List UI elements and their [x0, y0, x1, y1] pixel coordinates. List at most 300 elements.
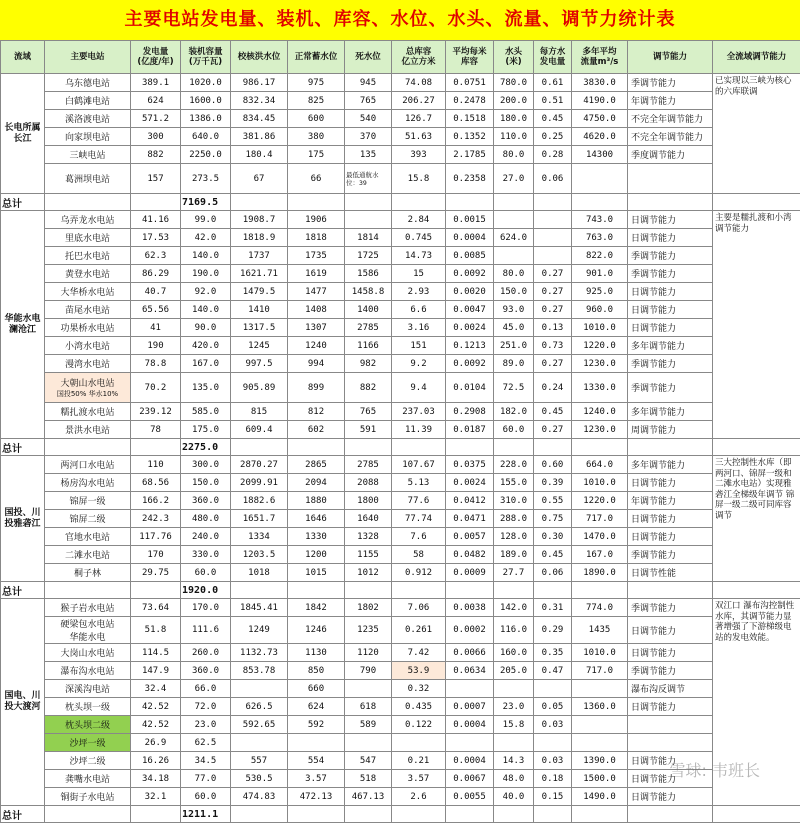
cell-flow: 1240.0 [572, 403, 628, 421]
station-name [45, 599, 131, 617]
cell-flood: 1249 [231, 617, 288, 644]
cell-head [494, 247, 534, 265]
total-value: 1211.1 [181, 806, 231, 823]
station-name-text: 瀑布沟水电站 [46, 664, 129, 677]
column-header: 总库容 亿立方米 [392, 41, 446, 74]
basin-note: 三大控制性水库（即两河口、锦屏一级和二滩水电站）实现雅砻江全梯级年调节 锦屏一级二级可同库容调节 [713, 456, 800, 582]
cell-flood: 986.17 [231, 74, 288, 92]
cell-cap: 480.0 [181, 510, 231, 528]
cell-per_m3: 0.75 [534, 510, 572, 528]
cell-dead: 1725 [345, 247, 392, 265]
total-label: 总计 [1, 439, 45, 456]
spacer [231, 439, 288, 456]
cell-flow: 774.0 [572, 599, 628, 617]
cell-dead: 2088 [345, 474, 392, 492]
cell-per_m3 [534, 734, 572, 752]
spacer [713, 194, 800, 211]
spacer [231, 194, 288, 211]
ability-cell: 周调节能力 [628, 421, 713, 439]
table-body [1, 74, 800, 823]
spacer [392, 439, 446, 456]
ability-cell: 多年调节能力 [628, 456, 713, 474]
total-value: 2275.0 [181, 439, 231, 456]
station-name-text: 大岗山水电站 [46, 646, 129, 659]
station-name-text: 苗尾水电站 [46, 303, 129, 316]
ability-cell: 年调节能力 [628, 92, 713, 110]
ability-cell: 日调节能力 [628, 319, 713, 337]
cell-cap: 420.0 [181, 337, 231, 355]
cell-flood: 557 [231, 752, 288, 770]
cell-gen: 26.9 [131, 734, 181, 752]
cell-per_m: 0.0038 [446, 599, 494, 617]
cell-storage: 2.6 [392, 788, 446, 806]
cell-dead: 1155 [345, 546, 392, 564]
cell-per_m: 0.0067 [446, 770, 494, 788]
cell-normal: 624 [288, 698, 345, 716]
cell-dead: 467.13 [345, 788, 392, 806]
cell-per_m3: 0.45 [534, 110, 572, 128]
cell-per_m3: 0.06 [534, 164, 572, 194]
station-name-text: 铜街子水电站 [46, 790, 129, 803]
spacer [446, 194, 494, 211]
cell-per_m: 0.0104 [446, 373, 494, 403]
cell-flow: 1230.0 [572, 421, 628, 439]
cell-flood: 1245 [231, 337, 288, 355]
table-row [1, 528, 800, 546]
cell-cap: 1600.0 [181, 92, 231, 110]
table-row [1, 734, 800, 752]
cell-dead: 1328 [345, 528, 392, 546]
cell-storage: 5.13 [392, 474, 446, 492]
station-table [0, 40, 800, 823]
cell-per_m: 0.0634 [446, 662, 494, 680]
cell-gen: 166.2 [131, 492, 181, 510]
cell-cap: 140.0 [181, 247, 231, 265]
cell-head [494, 680, 534, 698]
spacer [494, 806, 534, 823]
cell-gen: 62.3 [131, 247, 181, 265]
cell-flow: 3830.0 [572, 74, 628, 92]
cell-normal: 1408 [288, 301, 345, 319]
total-row [1, 194, 800, 211]
column-header: 正常蓄水位 [288, 41, 345, 74]
cell-head: 27.7 [494, 564, 534, 582]
cell-storage: 51.63 [392, 128, 446, 146]
cell-head: 228.0 [494, 456, 534, 474]
column-header: 装机容量 (万千瓦) [181, 41, 231, 74]
station-name [45, 752, 131, 770]
station-name [45, 734, 131, 752]
station-name-text: 桐子林 [46, 566, 129, 579]
cell-dead: 1814 [345, 229, 392, 247]
cell-flow: 1360.0 [572, 698, 628, 716]
station-name [45, 92, 131, 110]
cell-flow: 925.0 [572, 283, 628, 301]
cell-cap: 360.0 [181, 662, 231, 680]
cell-per_m3: 0.47 [534, 662, 572, 680]
station-name-text: 沙坪二级 [46, 754, 129, 767]
cell-flow: 1890.0 [572, 564, 628, 582]
cell-flow: 1010.0 [572, 474, 628, 492]
cell-storage: 7.6 [392, 528, 446, 546]
ability-cell: 不完全年调节能力 [628, 128, 713, 146]
total-value: 1920.0 [181, 582, 231, 599]
cell-per_m: 2.1785 [446, 146, 494, 164]
cell-per_m: 0.0085 [446, 247, 494, 265]
cell-dead [345, 211, 392, 229]
cell-per_m3: 0.03 [534, 752, 572, 770]
cell-per_m3: 0.45 [534, 403, 572, 421]
cell-flow: 960.0 [572, 301, 628, 319]
cell-dead: 1640 [345, 510, 392, 528]
cell-dead: 882 [345, 373, 392, 403]
column-header: 水头 (米) [494, 41, 534, 74]
station-name-text: 锦屏二级 [46, 512, 129, 525]
cell-flood: 1621.71 [231, 265, 288, 283]
cell-storage: 11.39 [392, 421, 446, 439]
ability-cell: 日调节能力 [628, 211, 713, 229]
cell-head: 205.0 [494, 662, 534, 680]
total-spacer [45, 439, 131, 456]
cell-flood: 1317.5 [231, 319, 288, 337]
total-label: 总计 [1, 582, 45, 599]
station-name [45, 510, 131, 528]
station-name-text: 溪洛渡电站 [46, 112, 129, 125]
cell-per_m3: 0.35 [534, 644, 572, 662]
cell-head: 60.0 [494, 421, 534, 439]
cell-normal: 66 [288, 164, 345, 194]
cell-dead: 1586 [345, 265, 392, 283]
spacer [494, 582, 534, 599]
cell-gen: 190 [131, 337, 181, 355]
cell-cap: 92.0 [181, 283, 231, 301]
cell-per_m: 0.0024 [446, 474, 494, 492]
ability-cell [628, 734, 713, 752]
cell-normal: 1240 [288, 337, 345, 355]
cell-per_m3: 0.24 [534, 373, 572, 403]
cell-flood: 1737 [231, 247, 288, 265]
watermark: 雪球: 韦班长 [670, 758, 760, 781]
cell-gen: 239.12 [131, 403, 181, 421]
cell-head: 200.0 [494, 92, 534, 110]
cell-storage: 6.6 [392, 301, 446, 319]
cell-storage: 393 [392, 146, 446, 164]
cell-storage: 15 [392, 265, 446, 283]
cell-per_m: 0.2478 [446, 92, 494, 110]
cell-flood: 1882.6 [231, 492, 288, 510]
cell-gen: 65.56 [131, 301, 181, 319]
station-name [45, 644, 131, 662]
cell-flood: 1018 [231, 564, 288, 582]
cell-head: 45.0 [494, 319, 534, 337]
total-row [1, 582, 800, 599]
cell-dead: 2785 [345, 319, 392, 337]
cell-per_m: 0.0412 [446, 492, 494, 510]
spacer [572, 582, 628, 599]
cell-normal: 3.57 [288, 770, 345, 788]
table-row [1, 510, 800, 528]
table-row [1, 247, 800, 265]
station-name [45, 373, 131, 403]
cell-storage: 0.32 [392, 680, 446, 698]
cell-gen: 624 [131, 92, 181, 110]
cell-normal: 1842 [288, 599, 345, 617]
station-name [45, 662, 131, 680]
cell-head: 251.0 [494, 337, 534, 355]
station-subtext: 国投50% 华水10% [46, 389, 129, 399]
cell-flow: 4620.0 [572, 128, 628, 146]
cell-storage [392, 734, 446, 752]
spacer [131, 194, 181, 211]
cell-per_m3: 0.15 [534, 788, 572, 806]
spacer [713, 806, 800, 823]
basin-note: 主要是糯扎渡和小湾调节能力 [713, 211, 800, 439]
table-row [1, 698, 800, 716]
spacer [288, 806, 345, 823]
station-name-text: 龚嘴水电站 [46, 772, 129, 785]
spacer [628, 806, 713, 823]
cell-cap: 150.0 [181, 474, 231, 492]
cell-cap: 66.0 [181, 680, 231, 698]
cell-per_m: 0.0015 [446, 211, 494, 229]
ability-cell: 不完全年调节能力 [628, 110, 713, 128]
cell-cap: 260.0 [181, 644, 231, 662]
cell-per_m: 0.0066 [446, 644, 494, 662]
cell-storage: 14.73 [392, 247, 446, 265]
cell-flow [572, 680, 628, 698]
cell-storage: 53.9 [392, 662, 446, 680]
spacer [131, 806, 181, 823]
cell-per_m3: 0.60 [534, 456, 572, 474]
ability-cell: 日调节能力 [628, 770, 713, 788]
spacer [494, 439, 534, 456]
cell-cap: 111.6 [181, 617, 231, 644]
cell-flow [572, 164, 628, 194]
cell-per_m3: 0.31 [534, 599, 572, 617]
spacer [534, 439, 572, 456]
table-row [1, 546, 800, 564]
cell-flood: 1845.41 [231, 599, 288, 617]
cell-per_m: 0.0009 [446, 564, 494, 582]
cell-normal: 1880 [288, 492, 345, 510]
table-row [1, 146, 800, 164]
cell-per_m: 0.0055 [446, 788, 494, 806]
station-name-text: 官地水电站 [46, 530, 129, 543]
station-name-text: 乌东德电站 [46, 76, 129, 89]
cell-gen: 32.1 [131, 788, 181, 806]
cell-head: 23.0 [494, 698, 534, 716]
cell-cap: 640.0 [181, 128, 231, 146]
spacer [494, 194, 534, 211]
station-name-text: 三峡电站 [46, 148, 129, 161]
cell-gen: 34.18 [131, 770, 181, 788]
cell-storage: 237.03 [392, 403, 446, 421]
ability-cell: 瀑布沟反调节 [628, 680, 713, 698]
cell-per_m: 0.0024 [446, 319, 494, 337]
table-row [1, 644, 800, 662]
cell-head: 27.0 [494, 164, 534, 194]
station-name [45, 492, 131, 510]
table-row [1, 319, 800, 337]
ability-cell: 季度调节能力 [628, 146, 713, 164]
station-name-text: 里底水电站 [46, 231, 129, 244]
cell-gen: 114.5 [131, 644, 181, 662]
cell-storage: 206.27 [392, 92, 446, 110]
cell-normal [288, 734, 345, 752]
column-header: 每方水 发电量 [534, 41, 572, 74]
cell-per_m: 0.1352 [446, 128, 494, 146]
cell-flow: 717.0 [572, 662, 628, 680]
station-name-text: 黄登水电站 [46, 267, 129, 280]
cell-per_m3: 0.03 [534, 716, 572, 734]
cell-per_m3: 0.29 [534, 617, 572, 644]
cell-normal: 1246 [288, 617, 345, 644]
cell-gen: 300 [131, 128, 181, 146]
cell-flow: 1490.0 [572, 788, 628, 806]
cell-flow: 167.0 [572, 546, 628, 564]
cell-normal: 660 [288, 680, 345, 698]
table-row [1, 564, 800, 582]
station-name-text: 托巴水电站 [46, 249, 129, 262]
cell-head: 624.0 [494, 229, 534, 247]
cell-gen: 117.76 [131, 528, 181, 546]
cell-dead: 518 [345, 770, 392, 788]
column-header: 死水位 [345, 41, 392, 74]
ability-cell: 季调节能力 [628, 546, 713, 564]
cell-flood: 1908.7 [231, 211, 288, 229]
cell-head: 780.0 [494, 74, 534, 92]
cell-dead: 618 [345, 698, 392, 716]
cell-per_m: 0.0471 [446, 510, 494, 528]
ability-cell: 日调节能力 [628, 283, 713, 301]
cell-flow: 1010.0 [572, 319, 628, 337]
cell-per_m3: 0.27 [534, 283, 572, 301]
cell-dead: 370 [345, 128, 392, 146]
ability-cell: 季调节能力 [628, 247, 713, 265]
cell-per_m: 0.0092 [446, 265, 494, 283]
cell-storage: 107.67 [392, 456, 446, 474]
cell-cap: 167.0 [181, 355, 231, 373]
cell-storage: 126.7 [392, 110, 446, 128]
station-name [45, 564, 131, 582]
station-name-text: 乌弄龙水电站 [46, 213, 129, 226]
table-row [1, 421, 800, 439]
station-name [45, 788, 131, 806]
cell-cap: 360.0 [181, 492, 231, 510]
cell-flood: 905.89 [231, 373, 288, 403]
cell-cap: 90.0 [181, 319, 231, 337]
cell-gen: 389.1 [131, 74, 181, 92]
cell-per_m3: 0.27 [534, 355, 572, 373]
cell-normal: 812 [288, 403, 345, 421]
cell-storage: 77.6 [392, 492, 446, 510]
cell-per_m: 0.0092 [446, 355, 494, 373]
cell-head: 15.8 [494, 716, 534, 734]
header-row [1, 41, 800, 74]
cell-per_m: 0.2358 [446, 164, 494, 194]
cell-dead: 1802 [345, 599, 392, 617]
table-row [1, 716, 800, 734]
cell-head: 116.0 [494, 617, 534, 644]
cell-gen: 51.8 [131, 617, 181, 644]
cell-storage: 2.84 [392, 211, 446, 229]
dead-note: 最低通航水位：39 [346, 171, 390, 187]
station-name-text: 漫湾水电站 [46, 357, 129, 370]
cell-gen: 17.53 [131, 229, 181, 247]
river-cell: 华能水电澜沧江 [1, 211, 45, 439]
cell-flow: 14300 [572, 146, 628, 164]
cell-gen: 882 [131, 146, 181, 164]
cell-normal: 1906 [288, 211, 345, 229]
cell-cap: 2250.0 [181, 146, 231, 164]
cell-flood: 834.45 [231, 110, 288, 128]
cell-cap: 1020.0 [181, 74, 231, 92]
cell-head: 310.0 [494, 492, 534, 510]
cell-per_m3: 0.55 [534, 492, 572, 510]
cell-per_m3 [534, 229, 572, 247]
cell-per_m3: 0.73 [534, 337, 572, 355]
cell-dead: 765 [345, 92, 392, 110]
cell-storage: 7.42 [392, 644, 446, 662]
ability-cell: 季调节能力 [628, 662, 713, 680]
cell-head: 142.0 [494, 599, 534, 617]
cell-cap: 273.5 [181, 164, 231, 194]
cell-dead: 135 [345, 146, 392, 164]
spacer [392, 806, 446, 823]
spacer [288, 194, 345, 211]
spacer [713, 582, 800, 599]
cell-gen: 29.75 [131, 564, 181, 582]
cell-head: 160.0 [494, 644, 534, 662]
cell-cap: 62.5 [181, 734, 231, 752]
station-name-text: 小湾水电站 [46, 339, 129, 352]
cell-cap: 240.0 [181, 528, 231, 546]
table-row [1, 283, 800, 301]
cell-per_m3: 0.05 [534, 698, 572, 716]
spacer [534, 194, 572, 211]
station-name [45, 546, 131, 564]
cell-per_m: 0.0375 [446, 456, 494, 474]
cell-per_m: 0.1213 [446, 337, 494, 355]
cell-head: 72.5 [494, 373, 534, 403]
basin-note: 双江口 瀑布沟控制性水库，其调节能力显著增强了下游梯级电站的发电效能。 [713, 599, 800, 806]
cell-storage: 0.21 [392, 752, 446, 770]
cell-head: 93.0 [494, 301, 534, 319]
cell-normal: 1646 [288, 510, 345, 528]
cell-dead: 540 [345, 110, 392, 128]
cell-storage: 2.93 [392, 283, 446, 301]
cell-dead: 1400 [345, 301, 392, 319]
station-name-text: 猴子岩水电站 [46, 601, 129, 614]
cell-flow: 1470.0 [572, 528, 628, 546]
cell-normal: 1735 [288, 247, 345, 265]
ability-cell: 日调节能力 [628, 301, 713, 319]
station-name [45, 474, 131, 492]
table-row [1, 128, 800, 146]
cell-cap: 72.0 [181, 698, 231, 716]
cell-flow: 1500.0 [572, 770, 628, 788]
cell-per_m3: 0.51 [534, 92, 572, 110]
ability-cell: 季调节能力 [628, 373, 713, 403]
cell-normal: 1130 [288, 644, 345, 662]
river-cell: 长电所属长江 [1, 74, 45, 194]
cell-head: 80.0 [494, 265, 534, 283]
spacer [713, 439, 800, 456]
cell-flow: 717.0 [572, 510, 628, 528]
station-name [45, 283, 131, 301]
cell-storage: 74.08 [392, 74, 446, 92]
cell-gen: 73.64 [131, 599, 181, 617]
